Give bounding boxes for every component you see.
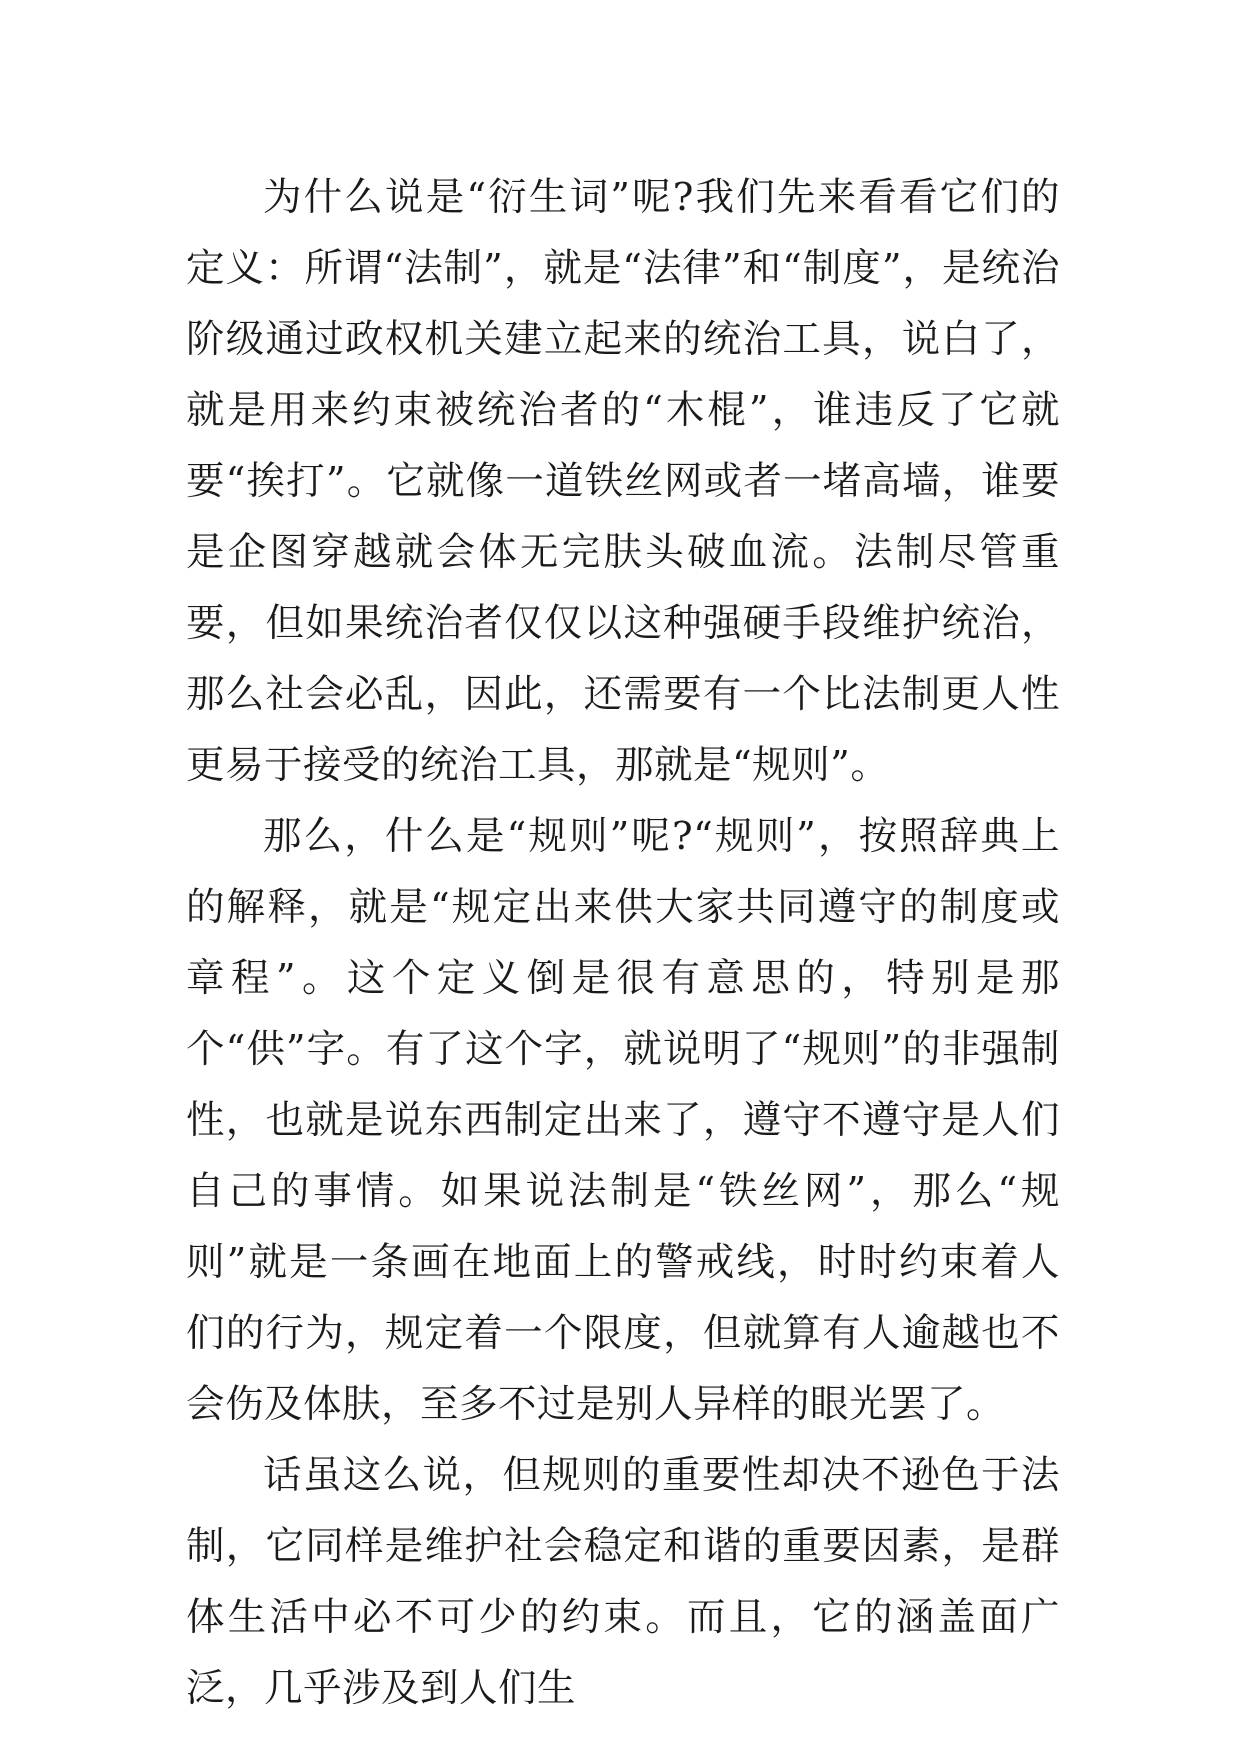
paragraph-1: 为什么说是“衍生词”呢?我们先来看看它们的定义：所谓“法制”，就是“法律”和“制度”，是统治阶级通过政权机关建立起来的统治工具，说白了，就是用来约束被统治者的“木棍”，谁违反了它就要“挨打”。它就像一道铁丝网或者一堵高墙，谁要是企图穿越就会体无完肤头破血流。法制尽管重要，但如果统治者仅仅以这种强硬手段维护统治，那么社会必乱，因此，还需要有一个比法制更人性更易于接受的统治工具，那就是“规则”。	[186, 175, 1060, 788]
paragraph-2: 那么，什么是“规则”呢?“规则”，按照辞典上的解释，就是“规定出来供大家共同遵守的制度或章程”。这个定义倒是很有意思的，特别是那个“供”字。有了这个字，就说明了“规则”的非强制性，也就是说东西制定出来了，遵守不遵守是人们自己的事情。如果说法制是“铁丝网”，那么“规则”就是一条画在地面上的警戒线，时时约束着人们的行为，规定着一个限度，但就算有人逾越也不会伤及体肤，至多不过是别人异样的眼光罢了。	[186, 814, 1060, 1427]
paragraph-3: 话虽这么说，但规则的重要性却决不逊色于法制，它同样是维护社会稳定和谐的重要因素，是群体生活中必不可少的约束。而且，它的涵盖面广泛，几乎涉及到人们生	[186, 1453, 1060, 1711]
body-text	[186, 162, 1060, 1724]
